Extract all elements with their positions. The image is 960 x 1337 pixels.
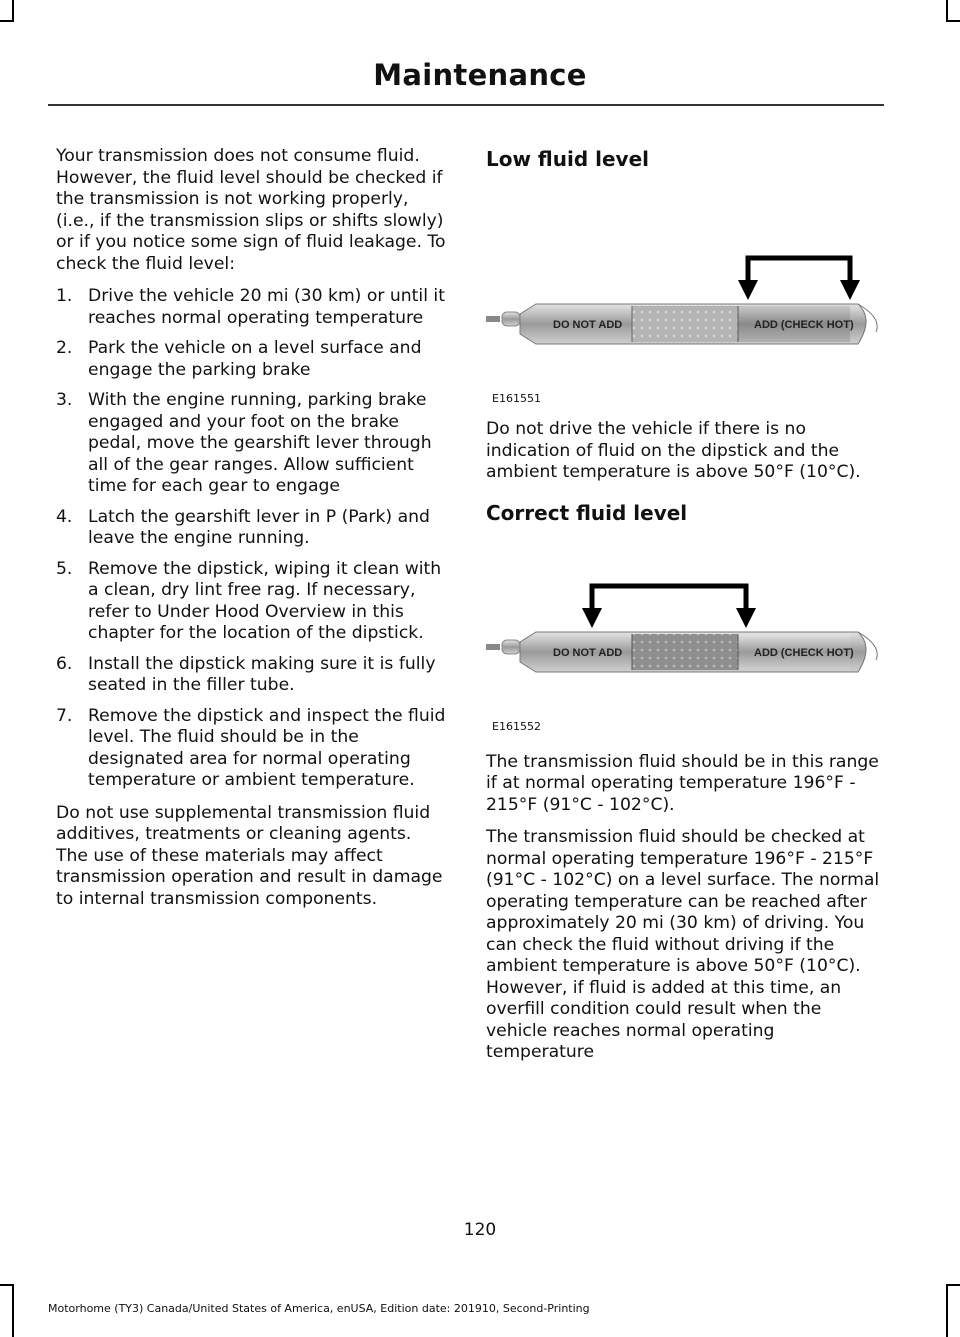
crop-mark [946,0,948,20]
step-text: Remove the dipstick and inspect the fluid level. The fluid should be in the designated area for normal operating temperature or ambient temperature. [88,705,446,790]
step-text: Drive the vehicle 20 mi (30 km) or until it reaches normal operating temperature [88,286,445,328]
correct-fluid-heading: Correct fluid level [486,500,688,525]
list-item [56,559,448,645]
crop-mark [0,1284,14,1286]
step-number: 7. [56,705,73,726]
step-number: 3. [56,390,73,410]
low-fluid-figure [486,172,880,405]
add-check-hot-label: ADD (CHECK HOT) [754,319,854,331]
edition-info: Motorhome (TY3) Canada/United States of America, enUSA, Edition date: 201910, Second-Printing [48,1302,590,1315]
step-text: With the engine running, parking brake engaged and your foot on the brake pedal, move the gearshift lever through all of the gear ranges. Allow sufficient time for each gear to engage [88,390,432,496]
step-number: 2. [56,338,73,358]
step-text: Latch the gearshift lever in P (Park) and leave the engine running. [88,506,430,548]
step-text: Install the dipstick making sure it is fully seated in the filler tube. [88,653,436,695]
step-number: 4. [56,506,73,527]
header-rule [48,104,884,106]
correct-fluid-figure [486,526,880,733]
do-not-add-label: DO NOT ADD [553,319,623,331]
step-number: 6. [56,653,73,674]
step-number: 5. [56,558,73,579]
crop-mark [12,1284,14,1337]
crop-mark [12,0,14,20]
crop-mark [0,20,14,22]
correct-fluid-check-text: The transmission fluid should be checked at normal operating temperature 196°F - 215°F (91°C - 102°C) on a level surface. The normal operating temperature can be reached after approximately 20 mi (30 km) of driving. You can check the fluid without driving if the ambient temperature is above 50°F (10°C). However, if fluid is added at this time, an overfill condition could result when the vehicle reaches normal operating temperature [486,827,880,1062]
intro-paragraph: Your transmission does not consume fluid. However, the fluid level should be checked if the transmission is not working properly, (i.e., if the transmission slips or shifts slowly) or if you notice some sign of fluid leakage. To check the fluid level: [56,146,446,274]
list-item [56,706,448,792]
crop-mark [946,20,960,22]
figure-id: E161552 [492,719,541,733]
list-item [56,338,448,381]
low-fluid-heading: Low fluid level [486,147,649,171]
list-item [56,654,448,697]
page-number: 120 [463,1220,497,1240]
procedure-list [56,286,448,792]
do-not-add-label: DO NOT ADD [553,646,623,659]
figure-id: E161551 [492,392,541,405]
crop-mark [946,1284,960,1286]
add-check-hot-label: ADD (CHECK HOT) [754,646,854,659]
low-fluid-text: Do not drive the vehicle if there is no indication of fluid on the dipstick and the ambient temperature is above 50°F (10°C). [486,419,861,482]
right-column [486,146,880,1075]
dipstick-illustration [486,526,880,726]
step-text: Park the vehicle on a level surface and engage the parking brake [88,338,422,380]
dipstick-illustration [486,172,880,397]
warning-paragraph: Do not use supplemental transmission fluid additives, treatments or cleaning agents. The use of these materials may affect transmission operation and result in damage to internal transmission components. [56,802,443,909]
crop-mark [946,1284,948,1337]
list-item [56,390,448,498]
correct-fluid-text: The transmission fluid should be in this range if at normal operating temperature 196°F - 215°F (91°C - 102°C). [486,751,879,815]
step-text: Remove the dipstick, wiping it clean with a clean, dry lint free rag. If necessary, refer to Under Hood Overview in this chapter for the location of the dipstick. [88,558,442,643]
list-item [56,286,448,329]
page-title: Maintenance [373,58,587,92]
left-column [56,146,448,921]
step-number: 1. [56,286,73,306]
list-item [56,507,448,550]
